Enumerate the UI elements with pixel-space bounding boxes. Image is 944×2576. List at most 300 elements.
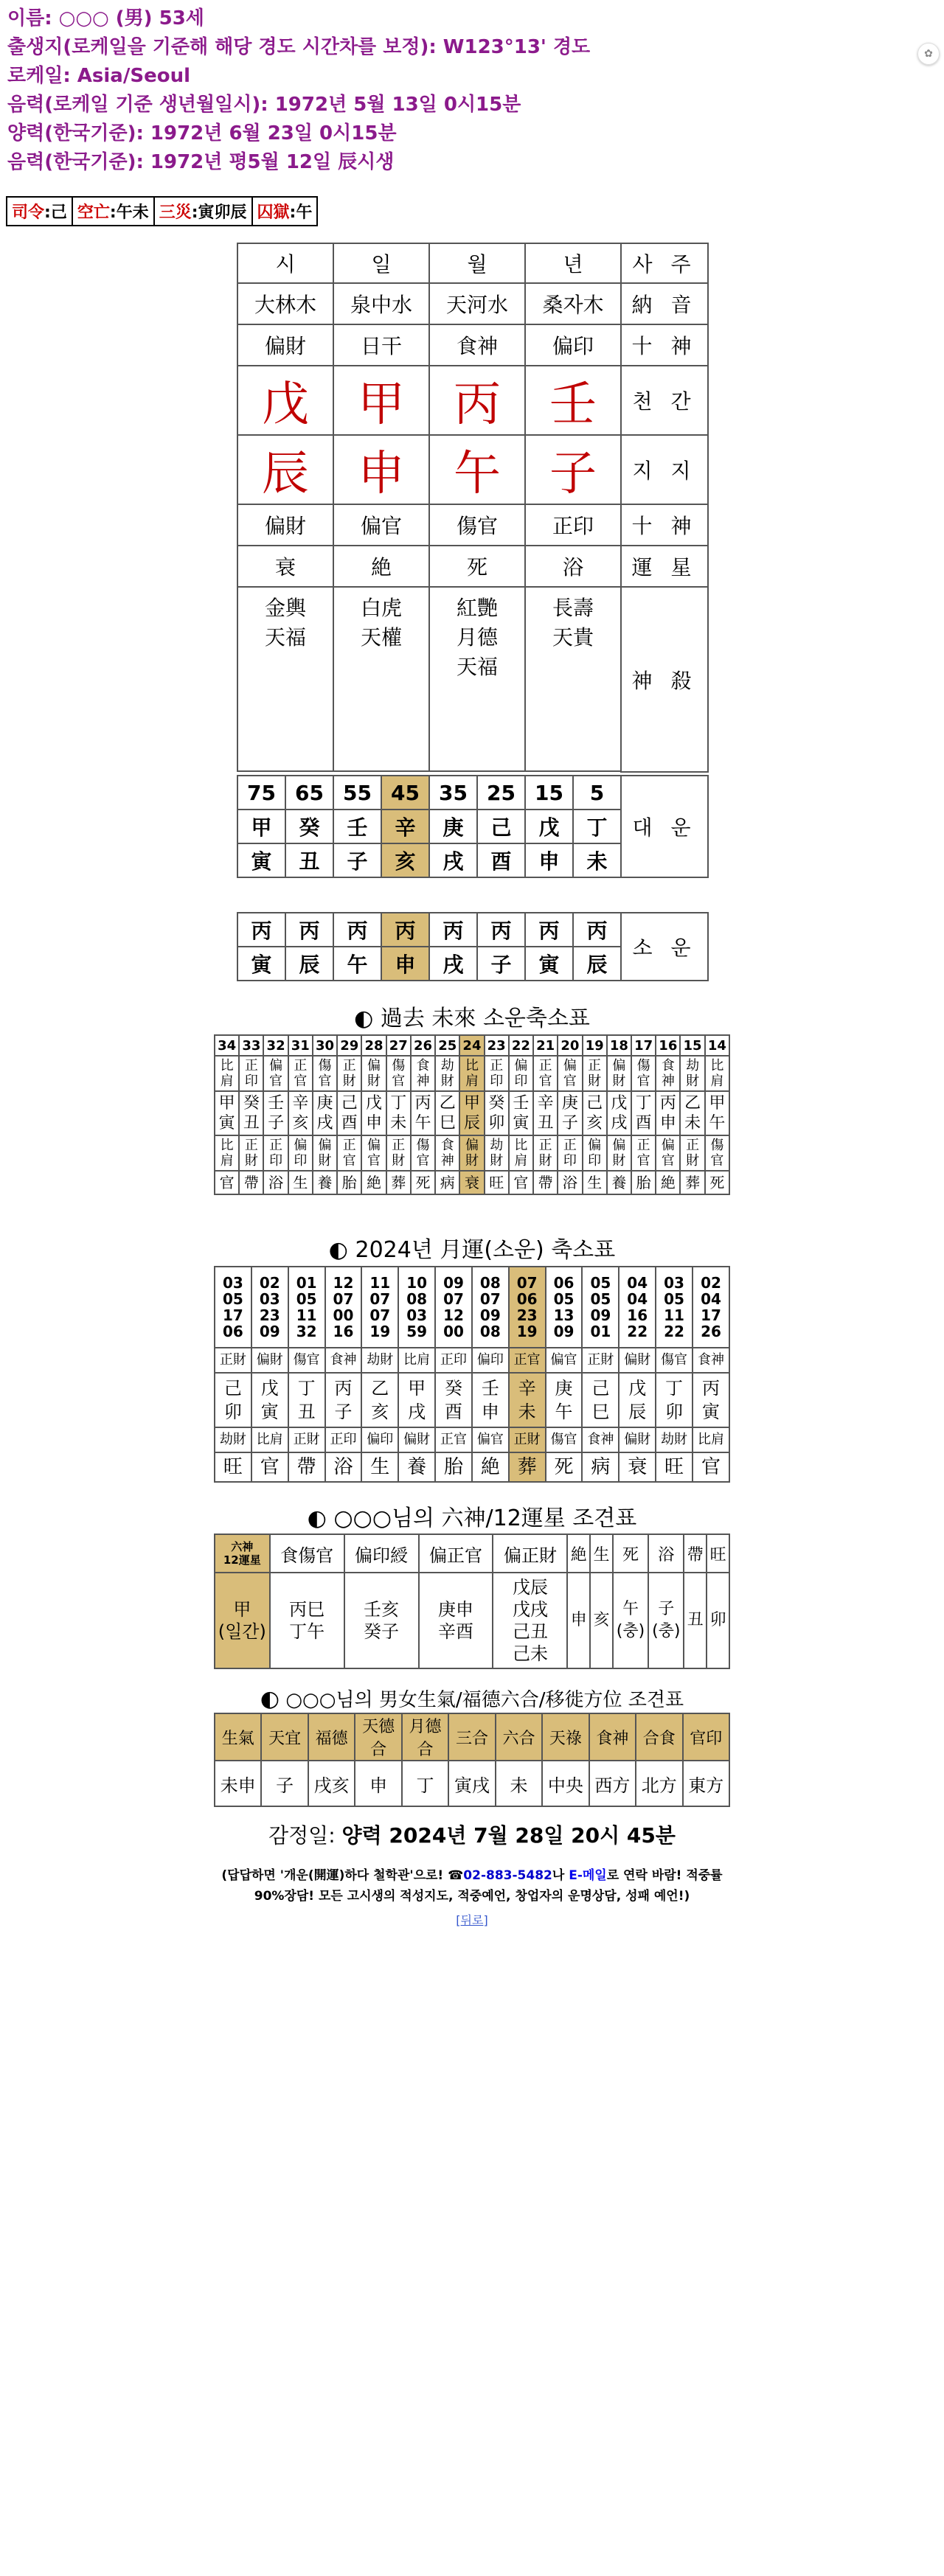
month-sipsin-cell: 比肩: [398, 1348, 435, 1373]
month-date-part: 11: [296, 1306, 317, 1324]
sixgod-header-cell: 絶: [567, 1534, 590, 1573]
month-date-cell: [693, 1267, 729, 1348]
month-date-part: 07: [479, 1290, 501, 1308]
sowoon-sipsin-cell: 偏 印: [288, 1135, 313, 1171]
sowoon-pillar-cell: [705, 1091, 729, 1135]
sowoon-unseong-cell: 死: [705, 1171, 729, 1194]
month-date-part: 00: [443, 1323, 464, 1340]
cheongan-cell: 壬: [525, 366, 621, 435]
tag-suok: 囚獄:午: [252, 197, 318, 226]
month-table-title: [0, 1231, 944, 1264]
month-date-part: 01: [590, 1323, 611, 1340]
sowoon-unseong-cell: 旺: [485, 1171, 509, 1194]
direction-header-cell: 官印: [683, 1713, 729, 1761]
sowoon-sipsin-cell: 食 神: [435, 1135, 459, 1171]
sixgod-table-title: [0, 1500, 944, 1532]
sowoon-pillar-cell: [533, 1091, 558, 1135]
sowoon-pillar-cell: [361, 1091, 386, 1135]
sowoon-sipsin-cell: 正 印: [558, 1135, 582, 1171]
sixgod-value-row: [215, 1573, 729, 1668]
sowoon-unseong-cell: 絶: [361, 1171, 386, 1194]
sowoon-gan: 庚: [316, 1094, 333, 1113]
lunar-korea-line: 음력(한국기준): 1972년 평5월 12일 辰시생: [7, 151, 395, 173]
sowoon-sipsin-cell: 正 官: [288, 1056, 313, 1091]
month-gan: 壬: [481, 1378, 499, 1399]
sowoon-gan: 庚: [561, 1094, 578, 1113]
sixgod-header-cell: 偏印綬: [344, 1534, 419, 1573]
month-sipsin-cell: 偏印: [472, 1348, 509, 1373]
sowoon-sipsin-cell: 傷 官: [411, 1135, 435, 1171]
month-sipsin-cell: 劫財: [656, 1427, 693, 1452]
month-date-part: 04: [701, 1290, 721, 1308]
month-gan: 丁: [297, 1378, 316, 1399]
month-row: [215, 1373, 729, 1427]
email-link[interactable]: E-메일: [569, 1868, 607, 1883]
month-unseong-cell: 養: [398, 1452, 435, 1482]
sixgod-value-cell: 壬亥 癸子: [344, 1573, 419, 1668]
sowoon-num-cell: 19: [583, 1035, 607, 1056]
month-date-cell: [472, 1267, 509, 1348]
sixgod-title-text: ○○○님의 六神/12運星 조견표: [333, 1505, 637, 1531]
daeun-ji-cell: 申: [525, 843, 573, 877]
sowoon-unseong-cell: 衰: [459, 1171, 484, 1194]
sowoon-summary-table: [214, 1034, 730, 1195]
month-sipsin-cell: 偏印: [361, 1427, 398, 1452]
daeun-age-cell: 65: [285, 776, 333, 810]
sowoon-sipsin-cell: 正 印: [485, 1056, 509, 1091]
month-ji: 亥: [371, 1402, 389, 1422]
month-date-part: 07: [516, 1274, 538, 1292]
col-hour: 시: [237, 243, 333, 283]
sowoon-gan: 癸: [488, 1094, 505, 1113]
month-date-part: 08: [479, 1274, 501, 1292]
month-row: [215, 1348, 729, 1373]
soun-ji-cell: 辰: [285, 947, 333, 981]
sipsin-label: 十 神: [621, 324, 708, 366]
sixgod-value-cell: 丑: [684, 1573, 707, 1668]
sowoon-pillar-cell: [607, 1091, 631, 1135]
month-date-cell: [509, 1267, 546, 1348]
jiji-cell: 午: [429, 435, 525, 504]
sowoon-num-cell: 23: [485, 1035, 509, 1056]
month-date-part: 10: [406, 1274, 428, 1292]
sowoon-row: [215, 1135, 729, 1171]
month-ji: 戌: [408, 1402, 426, 1422]
floating-leaf-icon[interactable]: ✿: [917, 43, 940, 65]
soun-gan-cell: 丙: [237, 913, 285, 947]
sowoon-ji: 午: [414, 1114, 431, 1132]
month-date-cell: [325, 1267, 362, 1348]
daeun-gan-cell: 辛: [381, 810, 429, 843]
month-sipsin-cell: 正印: [435, 1348, 472, 1373]
month-date-part: 11: [664, 1306, 684, 1324]
sowoon-pillar-cell: [288, 1091, 313, 1135]
month-sipsin-cell: 食神: [582, 1427, 619, 1452]
jiji-cell: 辰: [237, 435, 333, 504]
col-day: 일: [333, 243, 429, 283]
month-gan: 庚: [555, 1378, 573, 1399]
napeum-cell: 天河水: [429, 283, 525, 324]
sowoon-num-cell: 22: [509, 1035, 533, 1056]
sixgod-header-cell: 帶: [684, 1534, 707, 1573]
month-sipsin-cell: 正官: [509, 1348, 546, 1373]
soun-gan-cell: 丙: [525, 913, 573, 947]
month-unseong-cell: 絶: [472, 1452, 509, 1482]
month-pillar-cell: [398, 1373, 435, 1427]
sowoon-ji: 辰: [463, 1114, 480, 1132]
sowoon-ji: 未: [390, 1114, 407, 1132]
cheongan-row: [237, 366, 708, 435]
sowoon-ji: 子: [561, 1114, 578, 1132]
sipsin-cell: 偏官: [333, 504, 429, 546]
note-text: 로 연락 바람! 적중률 90%장담! 모든 고시생의 적성지도, 적중예언, 창업자의 운명상담, 성패 예언!): [254, 1868, 723, 1904]
sixgod-row-label: 甲 (일간): [215, 1573, 270, 1668]
soun-label: 소 운: [621, 913, 708, 981]
sowoon-ji: 未: [684, 1114, 701, 1132]
sowoon-pillar-cell: [459, 1091, 484, 1135]
note-text: 나: [552, 1868, 569, 1883]
direction-value-row: [215, 1761, 729, 1806]
napeum-cell: 大林木: [237, 283, 333, 324]
sowoon-num-cell: 28: [361, 1035, 386, 1056]
contact-note: [0, 1865, 944, 1907]
sipsin-cell: 正印: [525, 504, 621, 546]
month-gan: 癸: [444, 1378, 462, 1399]
sixgod-value-cell: 卯: [707, 1573, 729, 1668]
month-gan: 丙: [334, 1378, 353, 1399]
month-date-cell: [398, 1267, 435, 1348]
sowoon-gan: 甲: [709, 1094, 726, 1113]
direction-value-cell: 寅戌: [448, 1761, 495, 1806]
sowoon-pillar-cell: [386, 1091, 411, 1135]
sixgod-header-cell: 浴: [648, 1534, 684, 1573]
sowoon-sipsin-cell: 偏 財: [313, 1135, 337, 1171]
sowoon-ji: 子: [268, 1114, 285, 1132]
month-ji: 午: [555, 1402, 573, 1422]
month-date-part: 06: [516, 1290, 538, 1308]
back-link[interactable]: [뒤로]: [456, 1913, 488, 1927]
month-date-part: 04: [627, 1274, 648, 1292]
daeun-ji-cell: 戌: [429, 843, 477, 877]
saju-table: [237, 243, 709, 773]
month-date-part: 13: [553, 1306, 575, 1324]
month-date-cell: [288, 1267, 325, 1348]
sowoon-unseong-cell: 絶: [656, 1171, 680, 1194]
half-moon-icon: ◐: [354, 1006, 374, 1031]
sipsin-cell: 偏財: [237, 324, 333, 366]
sowoon-sipsin-cell: 食 神: [411, 1056, 435, 1091]
month-ji: 丑: [297, 1402, 316, 1422]
lunar-locale-line: 음력(로케일 기준 생년월일시): 1972년 5월 13일 0시15분: [7, 94, 521, 116]
month-unseong-cell: 衰: [619, 1452, 656, 1482]
month-sipsin-cell: 食神: [693, 1348, 729, 1373]
sowoon-gan: 辛: [292, 1094, 309, 1113]
name-line: 이름: ○○○ (男) 53세: [7, 7, 204, 29]
sowoon-sipsin-cell: 正 官: [337, 1135, 361, 1171]
sowoon-sipsin-cell: 比 肩: [215, 1056, 239, 1091]
sowoon-ji: 戌: [611, 1114, 628, 1132]
direction-value-cell: 東方: [683, 1761, 729, 1806]
month-gan: 乙: [371, 1378, 389, 1399]
sowoon-pillar-cell: [680, 1091, 704, 1135]
daeun-gan-cell: 甲: [237, 810, 285, 843]
month-pillar-cell: [582, 1373, 619, 1427]
direction-value-cell: 申: [355, 1761, 401, 1806]
direction-header-row: [215, 1713, 729, 1761]
cheongan-cell: 丙: [429, 366, 525, 435]
sowoon-pillar-cell: [509, 1091, 533, 1135]
month-date-part: 07: [333, 1290, 354, 1308]
month-gan: 辛: [518, 1378, 536, 1399]
month-unseong-cell: 胎: [435, 1452, 472, 1482]
month-pillar-cell: [325, 1373, 362, 1427]
sowoon-row: [215, 1035, 729, 1056]
month-gan: 己: [223, 1378, 242, 1399]
month-date-part: 19: [369, 1323, 391, 1340]
month-date-part: 17: [223, 1306, 243, 1324]
month-sipsin-cell: 比肩: [251, 1427, 288, 1452]
month-ji: 未: [518, 1402, 536, 1422]
direction-table-title: [0, 1685, 944, 1712]
month-ji: 酉: [444, 1402, 462, 1422]
month-date-cell: [251, 1267, 288, 1348]
month-date-part: 03: [406, 1306, 428, 1324]
jiji-label: 지 지: [621, 435, 708, 504]
sipsin-label: 十 神: [621, 504, 708, 546]
sowoon-unseong-cell: 浴: [263, 1171, 288, 1194]
daeun-age-cell: 45: [381, 776, 429, 810]
daeun-gan-cell: 庚: [429, 810, 477, 843]
month-date-part: 23: [516, 1306, 538, 1324]
direction-header-cell: 生氣: [215, 1713, 261, 1761]
month-date-part: 04: [627, 1290, 648, 1308]
month-date-part: 09: [443, 1274, 464, 1292]
month-sipsin-cell: 劫財: [361, 1348, 398, 1373]
daeun-gan-cell: 戊: [525, 810, 573, 843]
month-date-part: 01: [296, 1274, 317, 1292]
sowoon-unseong-cell: 官: [215, 1171, 239, 1194]
month-date-part: 03: [664, 1274, 684, 1292]
sowoon-pillar-cell: [656, 1091, 680, 1135]
month-unseong-cell: 生: [361, 1452, 398, 1482]
sowoon-sipsin-cell: 偏 印: [583, 1135, 607, 1171]
sinsal-cell: 長壽 天貴: [525, 587, 621, 771]
month-ji: 卯: [223, 1402, 242, 1422]
month-date-cell: [656, 1267, 693, 1348]
month-pillar-cell: [435, 1373, 472, 1427]
sowoon-pillar-cell: [411, 1091, 435, 1135]
sowoon-gan: 甲: [218, 1094, 235, 1113]
sixgod-value-cell: 申: [567, 1573, 590, 1668]
sixgod-header-cell: 生: [590, 1534, 613, 1573]
month-gan: 丁: [665, 1378, 684, 1399]
sowoon-gan: 己: [341, 1094, 358, 1113]
sowoon-num-cell: 15: [680, 1035, 704, 1056]
sowoon-gan: 乙: [684, 1094, 701, 1113]
soun-gan-cell: 丙: [429, 913, 477, 947]
sowoon-ji: 午: [709, 1114, 726, 1132]
sowoon-num-cell: 20: [558, 1035, 582, 1056]
birthplace-line: 출생지(로케일을 기준해 해당 경도 시간차를 보정): W123°13' 경도: [7, 36, 591, 58]
sowoon-num-cell: 24: [459, 1035, 484, 1056]
daeun-ji-cell: 酉: [477, 843, 525, 877]
daeun-age-cell: 75: [237, 776, 285, 810]
sipsin-cell: 偏財: [237, 504, 333, 546]
col-month: 월: [429, 243, 525, 283]
sowoon-unseong-cell: 病: [435, 1171, 459, 1194]
sowoon-sipsin-cell: 比 肩: [705, 1056, 729, 1091]
month-date-part: 09: [259, 1323, 280, 1340]
month-date-part: 17: [701, 1306, 721, 1324]
direction-value-cell: 子: [261, 1761, 308, 1806]
phone-link[interactable]: 02-883-5482: [463, 1868, 552, 1883]
direction-header-cell: 天祿: [542, 1713, 589, 1761]
month-title-text: 2024년 月運(소운) 축소표: [355, 1237, 616, 1263]
sowoon-sipsin-cell: 傷 官: [313, 1056, 337, 1091]
month-sipsin-cell: 正財: [215, 1348, 251, 1373]
sipsin-cell: 偏印: [525, 324, 621, 366]
sowoon-pillar-cell: [337, 1091, 361, 1135]
month-date-part: 09: [479, 1306, 501, 1324]
sinsal-label: 神 殺: [621, 587, 708, 772]
sowoon-sipsin-cell: 劫 財: [435, 1056, 459, 1091]
sowoon-unseong-cell: 養: [607, 1171, 631, 1194]
sowoon-sipsin-cell: 正 印: [263, 1135, 288, 1171]
cheongan-label: 천 간: [621, 366, 708, 435]
sowoon-pillar-cell: [558, 1091, 582, 1135]
direction-header-cell: 月德合: [402, 1713, 448, 1761]
sowoon-unseong-cell: 胎: [631, 1171, 656, 1194]
month-date-part: 09: [553, 1323, 575, 1340]
sinsal-row: [237, 587, 708, 771]
month-unseong-cell: 浴: [325, 1452, 362, 1482]
daeun-gan-cell: 丁: [573, 810, 621, 843]
sowoon-gan: 丙: [414, 1094, 431, 1113]
direction-header-cell: 天德合: [355, 1713, 401, 1761]
soun-gan-cell: 丙: [381, 913, 429, 947]
month-date-part: 07: [443, 1290, 464, 1308]
sowoon-sipsin-cell: 正 印: [239, 1056, 263, 1091]
sowoon-num-cell: 18: [607, 1035, 631, 1056]
direction-value-cell: 未申: [215, 1761, 261, 1806]
sowoon-unseong-cell: 葬: [386, 1171, 411, 1194]
month-gan: 甲: [408, 1378, 426, 1399]
daeun-ji-cell: 子: [333, 843, 381, 877]
sowoon-num-cell: 16: [656, 1035, 680, 1056]
sowoon-pillar-cell: [263, 1091, 288, 1135]
month-date-part: 03: [259, 1290, 280, 1308]
direction-value-cell: 未: [496, 1761, 542, 1806]
sowoon-gan: 戊: [366, 1094, 383, 1113]
month-sipsin-cell: 正官: [435, 1427, 472, 1452]
month-date-cell: [361, 1267, 398, 1348]
sowoon-sipsin-cell: 偏 財: [607, 1056, 631, 1091]
cheongan-cell: 戊: [237, 366, 333, 435]
sowoon-sipsin-cell: 傷 官: [631, 1056, 656, 1091]
daeun-age-cell: 25: [477, 776, 525, 810]
sowoon-ji: 卯: [488, 1114, 505, 1132]
sowoon-sipsin-cell: 偏 財: [607, 1135, 631, 1171]
sowoon-num-cell: 14: [705, 1035, 729, 1056]
sowoon-num-cell: 33: [239, 1035, 263, 1056]
month-date-part: 05: [553, 1290, 575, 1308]
month-sipsin-cell: 偏官: [546, 1348, 583, 1373]
sowoon-sipsin-cell: 比 肩: [509, 1135, 533, 1171]
month-unseong-cell: 死: [546, 1452, 583, 1482]
appraisal-label: 감정일:: [268, 1823, 336, 1848]
daeun-label: 대 운: [621, 776, 708, 877]
month-row: [215, 1452, 729, 1482]
sowoon-pillar-cell: [485, 1091, 509, 1135]
jiji-cell: 申: [333, 435, 429, 504]
month-sipsin-cell: 偏財: [619, 1427, 656, 1452]
soun-table: [237, 912, 709, 981]
month-date-row: [215, 1267, 729, 1348]
month-date-part: 11: [369, 1274, 391, 1292]
month-date-part: 00: [333, 1306, 354, 1324]
sowoon-unseong-cell: 浴: [558, 1171, 582, 1194]
sowoon-unseong-cell: 胎: [337, 1171, 361, 1194]
sowoon-gan: 甲: [463, 1094, 480, 1113]
birth-info: [7, 4, 590, 177]
sowoon-gan: 丁: [635, 1094, 652, 1113]
sipsin-top-row: [237, 324, 708, 366]
sowoon-num-cell: 32: [263, 1035, 288, 1056]
sowoon-num-cell: 21: [533, 1035, 558, 1056]
sowoon-sipsin-cell: 正 財: [386, 1135, 411, 1171]
month-date-part: 32: [296, 1323, 317, 1340]
napeum-row: [237, 283, 708, 324]
month-date-part: 12: [443, 1306, 464, 1324]
unseong-cell: 絶: [333, 546, 429, 587]
tag-samjae: 三災:寅卯辰: [154, 197, 252, 226]
sowoon-sipsin-cell: 偏 官: [263, 1056, 288, 1091]
napeum-cell: 泉中水: [333, 283, 429, 324]
half-moon-icon: ◐: [260, 1686, 280, 1712]
month-ji: 子: [334, 1402, 353, 1422]
direction-header-cell: 天宜: [261, 1713, 308, 1761]
sowoon-ji: 丑: [243, 1114, 260, 1132]
month-date-part: 02: [259, 1274, 280, 1292]
sixgod-header-cell: 食傷官: [270, 1534, 344, 1573]
month-pillar-cell: [693, 1373, 729, 1427]
daeun-ji-cell: 亥: [381, 843, 429, 877]
sixgod-value-cell: 丙巳 丁午: [270, 1573, 344, 1668]
daeun-ji-cell: 寅: [237, 843, 285, 877]
soun-ji-cell: 寅: [237, 947, 285, 981]
sowoon-sipsin-cell: 正 財: [583, 1056, 607, 1091]
jiji-row: [237, 435, 708, 504]
direction-table: [214, 1713, 730, 1807]
sipsin-cell: 日干: [333, 324, 429, 366]
month-date-part: 12: [333, 1274, 354, 1292]
month-pillar-cell: [215, 1373, 251, 1427]
sixgod-table: [214, 1534, 730, 1669]
sowoon-row: [215, 1056, 729, 1091]
sowoon-ji: 申: [659, 1114, 676, 1132]
daeun-row: [237, 776, 708, 810]
sowoon-unseong-cell: 帶: [533, 1171, 558, 1194]
sowoon-sipsin-cell: 偏 財: [459, 1135, 484, 1171]
sowoon-sipsin-cell: 正 財: [337, 1056, 361, 1091]
appraisal-value: 양력 2024년 7월 28일 20시 45분: [341, 1823, 676, 1848]
sowoon-sipsin-cell: 傷 官: [386, 1056, 411, 1091]
sixgod-corner: [215, 1534, 270, 1573]
sixgod-header-cell: 偏正官: [419, 1534, 493, 1573]
sowoon-gan: 癸: [243, 1094, 260, 1113]
sowoon-sipsin-cell: 比 肩: [215, 1135, 239, 1171]
corner-top: 六神: [231, 1540, 254, 1553]
